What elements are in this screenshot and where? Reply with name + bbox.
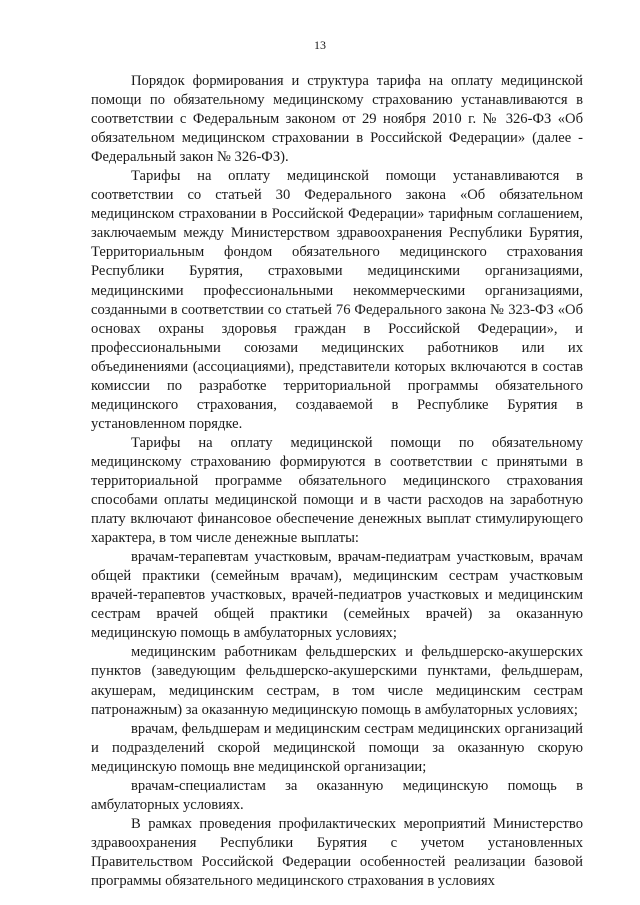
paragraph-payments-local-doctors: врачам-терапевтам участковым, врачам-педиатрам участковым, врачам общей практики (семейным врачам), медицинским сестрам участковым врачей-терапевтов участковых, врачей-педиатров участковых и медицинским сестрам врачей общей практики (семейных врачей) за оказанную медицинскую помощь в амбулаторных условиях; <box>91 549 583 642</box>
paragraph-tariff-formation: Тарифы на оплату медицинской помощи по обязательному медицинскому страхованию формируются в соответствии с принятыми в территориальной программе обязательного медицинского страхования способами оплаты медицинской помощи и в части расходов на заработную плату включают финансовое обеспечение денежных выплат стимулирующего характера, в том числе денежные выплаты: <box>91 434 583 547</box>
paragraph-payments-specialists: врачам-специалистам за оказанную медицинскую помощь в амбулаторных условиях. <box>91 777 583 813</box>
document-body <box>91 72 583 891</box>
paragraph-payments-feldsher-points: медицинским работникам фельдшерских и фельдшерско-акушерских пунктов (заведующим фельдшерско-акушерскими пунктами, фельдшерам, акушерам, медицинским сестрам, в том числе медицинским сестрам патронажным) за оказанную медицинскую помощь в амбулаторных условиях; <box>91 644 583 718</box>
paragraph-payments-emergency: врачам, фельдшерам и медицинским сестрам медицинских организаций и подразделений скорой медицинской помощи за оказанную скорую медицинскую помощь вне медицинской организации; <box>91 720 583 775</box>
paragraph-tariff-structure: Порядок формирования и структура тарифа на оплату медицинской помощи по обязательному медицинскому страхованию устанавливаются в соответствии с Федеральным законом от 29 ноября 2010 г. № 326-ФЗ «Об обязательном медицинском страховании в Российской Федерации» (далее - Федеральный закон № 326-ФЗ). <box>91 73 583 166</box>
page-number: 13 <box>314 38 326 52</box>
paragraph-preventive-measures: В рамках проведения профилактических мероприятий Министерство здравоохранения Республики Бурятия с учетом установленных Правительством Российской Федерации особенностей реализации базовой программы обязательного медицинского страхования в условиях <box>91 815 583 889</box>
paragraph-tariff-agreement: Тарифы на оплату медицинской помощи устанавливаются в соответствии со статьей 30 Федерального закона «Об обязательном медицинском страховании в Российской Федерации» тарифным соглашением, заключаемым между Министерством здравоохранения Республики Бурятия, Территориальным фондом обязательного медицинского страхования Республики Бурятия, страховыми медицинскими организациями, медицинскими профессиональными некоммерческими организациями, созданными в соответствии со статьей 76 Федерального закона № 323-ФЗ «Об основах охраны здоровья граждан в Российской Федерации», и профессиональными союзами медицинских работников или их объединениями (ассоциациями), представители которых включаются в состав комиссии по разработке территориальной программы обязательного медицинского страхования, создаваемой в Республике Бурятия в установленном порядке. <box>91 168 583 432</box>
